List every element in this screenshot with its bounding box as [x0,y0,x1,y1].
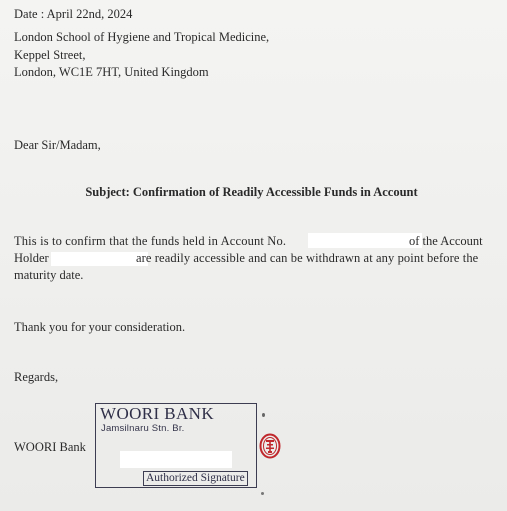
ink-dot [262,413,265,417]
letter-date: Date : April 22nd, 2024 [14,7,133,21]
body-text-account-intro: This is to confirm that the funds held in Account No. [14,234,287,248]
body-text-maturity: maturity date. [14,268,84,282]
recipient-address [14,29,269,82]
redacted-account-number [308,233,422,248]
stamp-authorized-signature: Authorized Signature [143,471,248,486]
subject-text: Subject: Confirmation of Readily Accessible Funds in Account [85,185,418,199]
bank-stamp [95,403,257,488]
ink-dot-small [261,492,264,495]
body-paragraph [14,233,491,284]
address-line-institution: London School of Hygiene and Tropical Medicine, [14,30,270,44]
body-text-of-account: of the Account [409,234,483,248]
body-line-1 [14,233,491,250]
body-line-3 [14,267,491,284]
sender-name: WOORI Bank [14,440,86,454]
redacted-signature [120,451,232,468]
redacted-holder-name [51,252,148,266]
body-line-2 [14,250,491,267]
salutation: Dear Sir/Madam, [14,138,101,152]
closing-regards: Regards, [14,370,59,384]
address-line-street: Keppel Street, [14,47,86,62]
stamp-branch-name: Jamsilnaru Stn. Br. [101,423,185,434]
subject-line [0,185,507,200]
red-seal-icon [259,433,281,459]
stamp-bank-name: WOORI BANK [100,404,215,423]
thanks-line: Thank you for your consideration. [14,320,186,334]
body-text-holder: Holder [14,251,49,265]
body-text-accessible: are readily accessible and can be withdrawn at any point before the [136,251,479,265]
address-line-city: London, WC1E 7HT, United Kingdom [14,65,209,79]
